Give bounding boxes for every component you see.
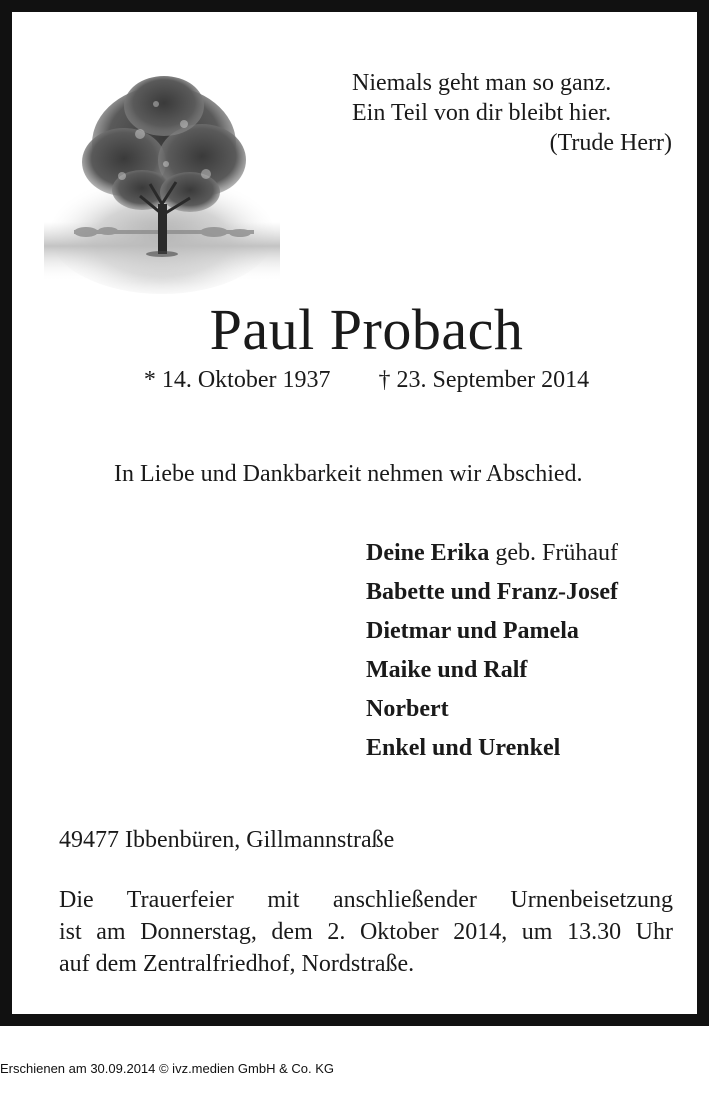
ceremony-line: ist am Donnerstag, dem 2. Oktober 2014, um 13.30 Uhr — [59, 919, 673, 945]
family-member-name: Norbert — [366, 696, 449, 722]
quote — [352, 68, 672, 158]
family-member — [366, 729, 618, 768]
family-member-name: Deine Erika — [366, 540, 490, 566]
ceremony-line: Die Trauerfeier mit anschließender Urnenbeisetzung — [59, 887, 673, 913]
address: 49477 Ibbenbüren, Gillmannstraße — [59, 827, 395, 853]
family-member — [366, 534, 618, 573]
death-date: † 23. September 2014 — [378, 367, 590, 393]
quote-line: Ein Teil von dir bleibt hier. — [352, 100, 612, 126]
family-member-note: geb. Frühauf — [495, 540, 618, 566]
quote-line: Niemals geht man so ganz. — [352, 70, 612, 96]
family-list — [366, 534, 618, 768]
family-member-name: Dietmar und Pamela — [366, 618, 579, 644]
farewell-text: In Liebe und Dankbarkeit nehmen wir Abschied. — [114, 461, 583, 487]
family-member-name: Enkel und Urenkel — [366, 735, 561, 761]
quote-author: (Trude Herr) — [549, 130, 672, 156]
family-member — [366, 690, 618, 729]
birth-date: * 14. Oktober 1937 — [143, 367, 331, 393]
family-member — [366, 573, 618, 612]
life-dates — [12, 364, 709, 396]
ceremony-line: auf dem Zentralfriedhof, Nordstraße. — [59, 951, 415, 977]
family-member — [366, 651, 618, 690]
family-member — [366, 612, 618, 651]
publication-footer: Erschienen am 30.09.2014 © ivz.medien GmbH & Co. KG — [0, 1061, 335, 1076]
tree-in-fog-icon — [44, 64, 280, 300]
family-member-name: Babette und Franz-Josef — [366, 579, 618, 605]
ceremony-info — [59, 884, 673, 980]
family-member-name: Maike und Ralf — [366, 657, 528, 683]
deceased-name: Paul Probach — [209, 297, 524, 362]
